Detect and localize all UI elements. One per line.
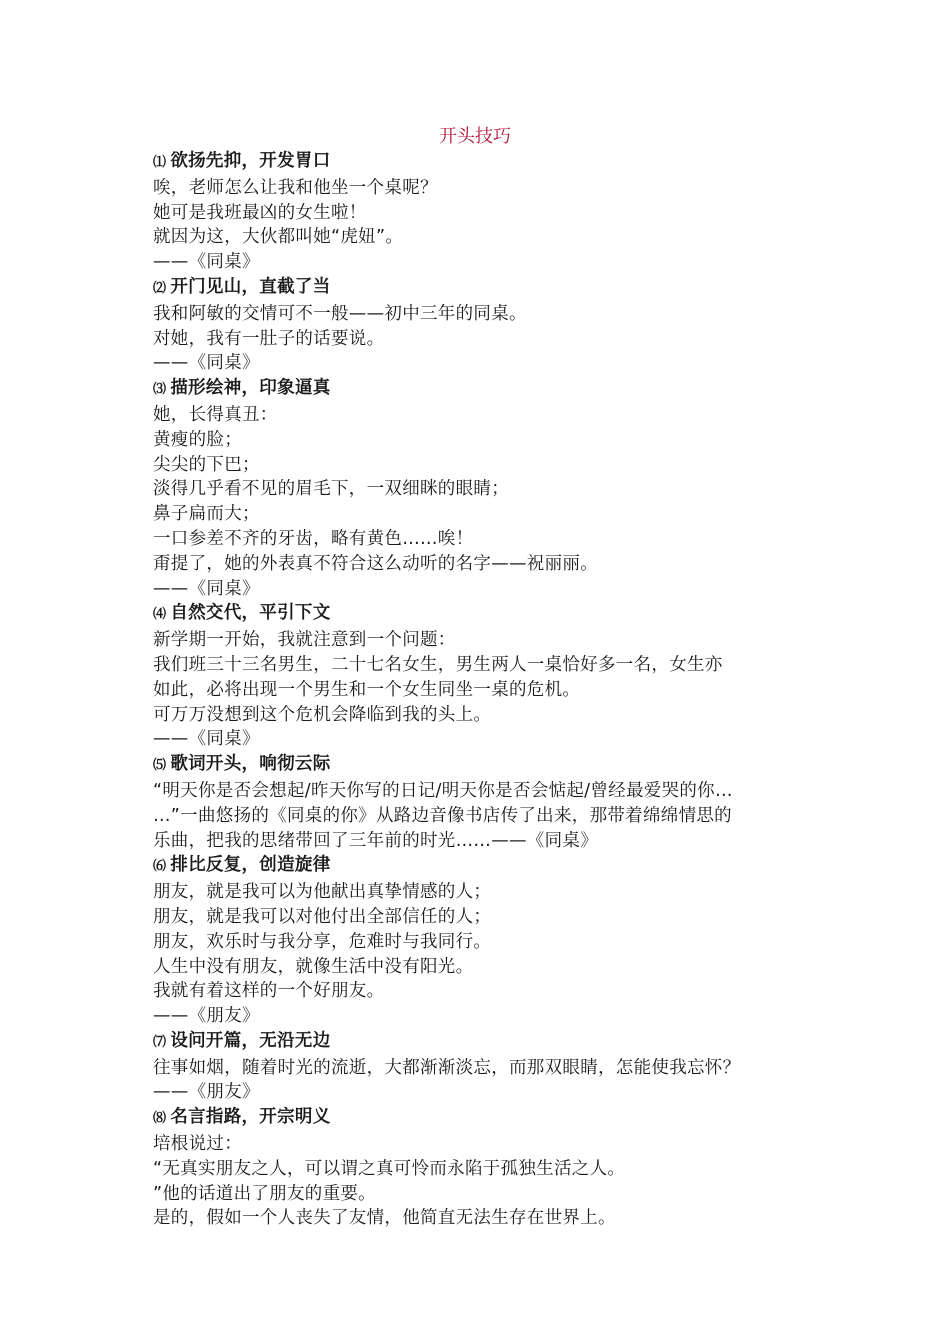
- body-line: 往事如烟，随着时光的流逝，大都渐渐淡忘，而那双眼睛，怎能使我忘怀？: [153, 1057, 741, 1078]
- body-line: 乐曲，把我的思绪带回了三年前的时光……——《同桌》: [153, 830, 598, 851]
- section-number: ⑹: [153, 859, 167, 875]
- section-7: [153, 1029, 803, 1105]
- section-heading: [153, 601, 803, 628]
- section-number: ⑸: [153, 758, 167, 774]
- body-line: 朋友，就是我可以为他献出真挚情感的人；: [153, 882, 492, 903]
- section-2: [153, 275, 803, 376]
- body-line: ——《朋友》: [153, 1082, 260, 1103]
- body-line: 人生中没有朋友，就像生活中没有阳光。: [153, 956, 474, 977]
- section-8: [153, 1105, 803, 1231]
- section-heading: [153, 752, 803, 779]
- page-title: 开头技巧: [439, 126, 511, 147]
- body-line: 朋友，欢乐时与我分享，危难时与我同行。: [153, 931, 492, 952]
- section-heading-text: 设问开篇，无沿无边: [170, 1030, 331, 1051]
- section-3: [153, 376, 803, 601]
- body-line: 淡得几乎看不见的眉毛下，一双细眯的眼睛；: [153, 479, 509, 500]
- section-heading-text: 排比反复，创造旋律: [170, 855, 331, 876]
- body-line: ——《同桌》: [153, 353, 260, 374]
- body-line: 尖尖的下巴；: [153, 454, 260, 475]
- body-line: 一口参差不齐的牙齿，略有黄色……唉！: [153, 528, 474, 549]
- body-line: 是的，假如一个人丧失了友情，他简直无法生存在世界上。: [153, 1208, 616, 1229]
- section-heading: [153, 275, 803, 302]
- document-body: [153, 149, 803, 1231]
- body-line: “无真实朋友之人，可以谓之真可怜而永陷于孤独生活之人。: [153, 1158, 626, 1179]
- body-line: ——《同桌》: [153, 578, 260, 599]
- body-line: ——《同桌》: [153, 729, 260, 750]
- section-number: ⑶: [153, 382, 167, 398]
- body-line: …”一曲悠扬的《同桌的你》从路边音像书店传了出来，那带着绵绵情思的: [153, 805, 732, 826]
- section-number: ⑷: [153, 607, 167, 623]
- body-line: 黄瘦的脸；: [153, 429, 242, 450]
- body-line: 可万万没想到这个危机会降临到我的头上。: [153, 704, 492, 725]
- section-number: ⑺: [153, 1034, 167, 1050]
- section-heading: [153, 853, 803, 880]
- body-line: 如此，必将出现一个男生和一个女生同坐一桌的危机。: [153, 679, 581, 700]
- body-line: 就因为这，大伙都叫她“虎妞”。: [153, 227, 404, 248]
- section-heading: [153, 376, 803, 403]
- body-line: 我就有着这样的一个好朋友。: [153, 981, 385, 1002]
- body-line: “明天你是否会想起/昨天你写的日记/明天你是否会惦起/曾经最爱哭的你…: [153, 780, 733, 801]
- section-5: [153, 752, 803, 853]
- section-heading: [153, 1029, 803, 1056]
- section-heading-text: 自然交代，平引下文: [170, 603, 331, 624]
- section-6: [153, 853, 803, 1029]
- body-line: ”他的话道出了朋友的重要。: [153, 1183, 376, 1204]
- body-line: 她可是我班最凶的女生啦！: [153, 202, 367, 223]
- body-line: 我和阿敏的交情可不一般——初中三年的同桌。: [153, 303, 527, 324]
- body-line: ——《同桌》: [153, 252, 260, 273]
- body-line: 朋友，就是我可以对他付出全部信任的人；: [153, 906, 492, 927]
- body-line: 新学期一开始，我就注意到一个问题：: [153, 630, 456, 651]
- body-line: 甭提了，她的外表真不符合这么动听的名字——祝丽丽。: [153, 553, 598, 574]
- section-number: ⑻: [153, 1111, 167, 1127]
- body-line: ——《朋友》: [153, 1006, 260, 1027]
- body-line: 我们班三十三名男生，二十七名女生，男生两人一桌恰好多一名，女生亦: [153, 654, 723, 675]
- section-1: [153, 149, 803, 275]
- section-heading-text: 欲扬先抑，开发胃口: [170, 151, 331, 171]
- section-number: ⑴: [153, 155, 167, 170]
- section-number: ⑵: [153, 280, 167, 296]
- body-line: 培根说过：: [153, 1134, 242, 1155]
- section-heading-text: 名言指路，开宗明义: [170, 1107, 331, 1128]
- section-heading-text: 描形绘神，印象逼真: [170, 378, 331, 399]
- body-line: 鼻子扁而大；: [153, 504, 260, 525]
- section-heading: [153, 1105, 803, 1132]
- body-line: 她，长得真丑：: [153, 404, 278, 425]
- body-line: 对她，我有一肚子的话要说。: [153, 328, 385, 349]
- section-heading-text: 开门见山，直截了当: [170, 276, 331, 297]
- section-heading-text: 歌词开头，响彻云际: [170, 754, 331, 775]
- body-line: 唉，老师怎么让我和他坐一个桌呢？: [153, 177, 438, 198]
- section-heading: [153, 149, 803, 176]
- section-4: [153, 601, 803, 752]
